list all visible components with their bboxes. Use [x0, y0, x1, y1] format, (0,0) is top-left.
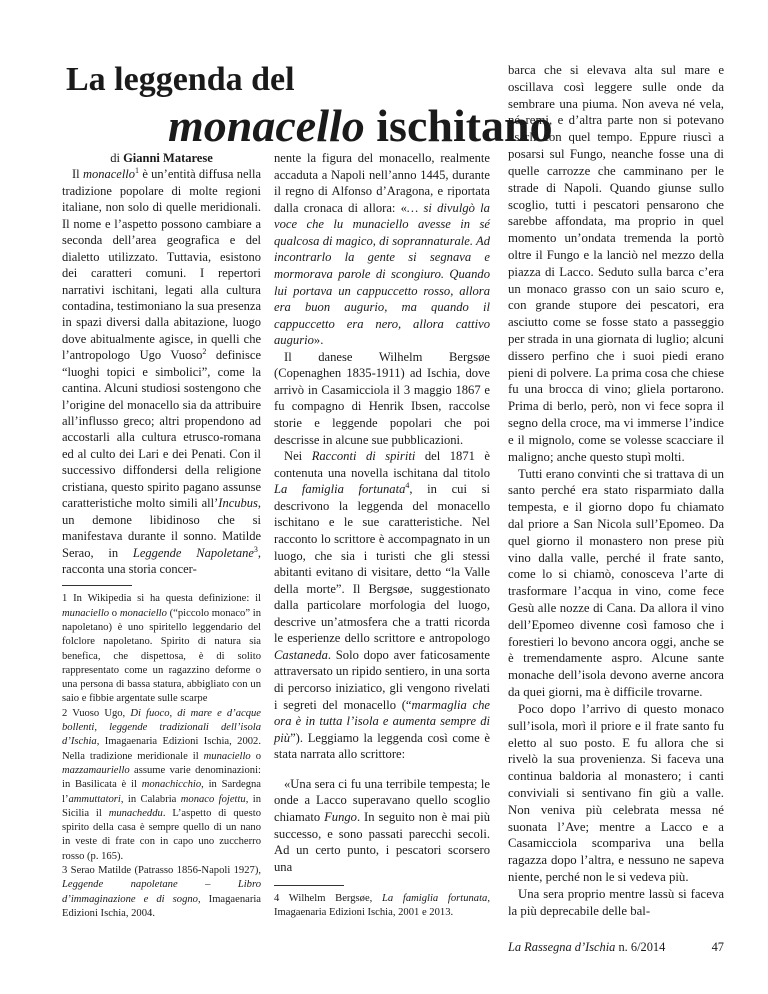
author-name: Gianni Matarese [123, 151, 213, 165]
col2-paragraph-3: Nei Racconti di spiriti del 1871 è contenuta una novella ischitana dal titolo La famiglia fortunata$^4$, in cui si descrivono la leggenda del monacello ischitano e le sue caratteristiche. Nel racconto lo scrittore è accompagnato in un luogo, che sia i turisti che gli stessi abitanti evitano di visitare, detto “la Valle della morte”. Il Bergsøe, suggestionato dalla particolare morfologia del luogo, descrive un’atmosfera che a tratti ricorda le esperienze dello scrittore e antropologo Castaneda. Solo dopo aver faticosamente attraversato un ripido sentiero, in una sorta di percorso iniziatico, gli vengono rivelati i segreti del monacello (“marmaglia che ora è in tutta l’isola e aumenta sempre di più”). Leggiamo la leggenda così come è stata narrata allo scrittore: [274, 449, 490, 762]
col2-quote-paragraph: «Una sera ci fu una terribile tempesta; le onde a Lacco superavano quello scoglio chiamato Fungo. In seguito non è mai più successo, e sono passati parecchi secoli. Ad un certo punto, i pescatori scorsero una [274, 776, 490, 874]
col1-paragraph: Il monacello$^1$ è un’entità diffusa nella tradizione popolare di molte regioni italiane, non solo di quelle meridionali. Il nome e l’aspetto possono cambiare a seconda dell’area geografica e del dialetto utilizzato. Tuttavia, esistono dei caratteri comuni. I repertori narrativi ischitani, legati alla cultura contadina, testimoniano la sua presenza in spazi diversi dalla abitazione, luogo dove abitualmente agisce, in quelli che l’antropologo Ugo Vuoso$^2$ definisce “luoghi topici e simbolici”, come la cantina. Alcuni studiosi sostengono che l’origine del monacello sia da attribuire all’influsso greco; altri propendono ad accostarli alla cultura etrusco-romana ed al culto dei Lari e dei Penati. Con il successivo diffondersi della religione cristiana, questo spirito pagano assunse caratteristiche molto simili all’Incubus, un demone libidinoso che si manifestava durante il sonno. Matilde Serao, in Leggende Napoletane$^3$, racconta una storia concer- [62, 166, 262, 576]
footnote-1: 1 In Wikipedia si ha questa definizione: il munaciello o monaciello (“piccolo monaco” in napoletano) è uno spiritello leggendario del folclore napoletano. Spirito di natura sia benefica, che dispettosa, è di solito rappresentato come un ragazzino deforme o una persona di bassa statura, abbigliato con un saio e fibbie argentate sulle scarpe [62, 593, 261, 705]
title-line-1: La leggenda del [66, 61, 295, 98]
title-italic-word: monacello [168, 100, 365, 151]
title-line-2 [168, 100, 553, 152]
col3-paragraph-4: Una sera proprio mentre lassù si faceva la più deprecabile delle bal- [508, 886, 724, 918]
col2-paragraph-2: Il danese Wilhelm Bergsøe (Copenaghen 1835-1911) ad Ischia, dove arrivò in Casamicciola il 3 maggio 1867 e fu compagno di Henrik Ibsen, raccolse storie e leggende popolari che poi descrisse in alcune sue pubblicazioni. [274, 349, 490, 447]
footnote-4: 4 Wilhelm Bergsøe, La famiglia fortunata, Imagaenaria Edizioni Ischia, 2001 e 2013. [274, 893, 490, 919]
footnote-rule-col2 [274, 885, 344, 886]
footnote-3: 3 Serao Matilde (Patrasso 1856-Napoli 1927), Leggende napoletane – Libro d’immaginazione e di sogno, Imagaenaria Edizioni Ischia, 2004. [62, 865, 262, 919]
byline: di Gianni Matarese [110, 151, 213, 165]
col2-paragraph-1: nente la figura del monacello, realmente accaduta a Napoli nell’anno 1445, durante il regno di Alfonso d’Aragona, e riportata dalla cronaca di allora: «… si divulgò la voce che lu munaciello avesse in sé qualcosa di magico, di soprannaturale. Ad incontrarlo la gente si segnava e mormorava parole di scongiuro. Quando lui portava un cappuccetto rosso, allora era buon augurio, ma quando il cappuccetto era nero, allora cattivo augurio». [274, 151, 490, 348]
col3-paragraph-3: Poco dopo l’arrivo di questo monaco sull’isola, morì il priore e il frate santo fu eletto al suo posto. E fu allora che si rivelò la sua provenienza. Si faceva una continua baldoria al monastero; i canti conviviali si sentivano fin giù a valle. Non veniva più celebrata messa né suonata l’Ave; mentre a Lacco e a Casamicciola scompariva una bella ragazza dopo l’altra, e nessuno ne sapeva niente, perché non le si vedeva più. [508, 701, 724, 884]
column-1 [62, 150, 261, 921]
title-rest: ischitano [364, 100, 553, 151]
page-number: 47 [711, 940, 724, 954]
magazine-name: La Rassegna d’Ischia [508, 940, 616, 954]
page-footer [508, 940, 724, 955]
col3-paragraph-2: Tutti erano convinti che si trattava di un santo perché era stato risparmiato dalla tempesta, e il giorno dopo fu chiamato dal priore a San Nicola sull’Epomeo. Da quel giorno il monastero non prese più vino dalla valle, perché il frate santo, come lo si chiamò, conosceva l’arte di trasformare l’acqua in vino, come fece Gesù alle nozze di Cana. Da allora il vino dell’Epomeo divenne così famoso che i forestieri lo bevono ancora oggi, anche se è tremendamente aspro. Alcune sante monache dell’isola devono averne ancora da quei giorni, ma è difficile trovarne. [508, 466, 724, 700]
footnote-2: 2 Vuoso Ugo, Di fuoco, di mare e d’acque bollenti, leggende tradizionali dell’isola d’Ischia, Imagaenaria Edizioni Ischia, 2002. Nella tradizione meridionale il munaciello o mazzamauriello assume varie denominazioni: in Basilicata è il monachicchio, in Sardegna l’ammuttatori, in Calabria monaco fojettu, in Sicilia il munacheddu. L’aspetto di questo spirito della casa è sempre quello di un nano in veste di frate con in capo uno zuccherro rosso (p. 165). [62, 707, 261, 862]
column-2 [274, 150, 490, 921]
footnotes-col1 [62, 592, 261, 921]
column-3 [508, 62, 724, 919]
issue-number: n. 6/2014 [615, 940, 666, 954]
col3-paragraph-1: barca che si elevava alta sul mare e oscillava così leggere sulle onde da sembrare una piuma. Non aveva né vela, né remi, e d’altra parte non si potevano usarli con quel tempo. Eppure riuscì a posarsi sul Fungo, neanche fosse una di quelle carrozze che camminano per le strade di Napoli. Quando giunse sullo scoglio, tutti i pescatori pensarono che sarebbe affondata, ma proprio in quel momento un’ondata tremenda la portò oltre il Fungo e la lanciò nel mezzo della piazza di Lacco. Seduto sulla barca c’era un monaco grasso con un saio scuro e, con grande stupore dei pescatori, era asciutto come se fosse stato a passeggio per strada in una giornata di luglio; alcuni dissero perfino che i suoi piedi erano pieni di polvere. La prima cosa che chiese fu una brocca di vino; gliela portarono. Prima di berlo, però, non vi fece sopra il segno della croce, ma vi immerse l’indice e il mignolo, come se volesse scacciare il maligno; anche questo stupì molti. [508, 63, 724, 464]
footnote-rule [62, 585, 132, 586]
